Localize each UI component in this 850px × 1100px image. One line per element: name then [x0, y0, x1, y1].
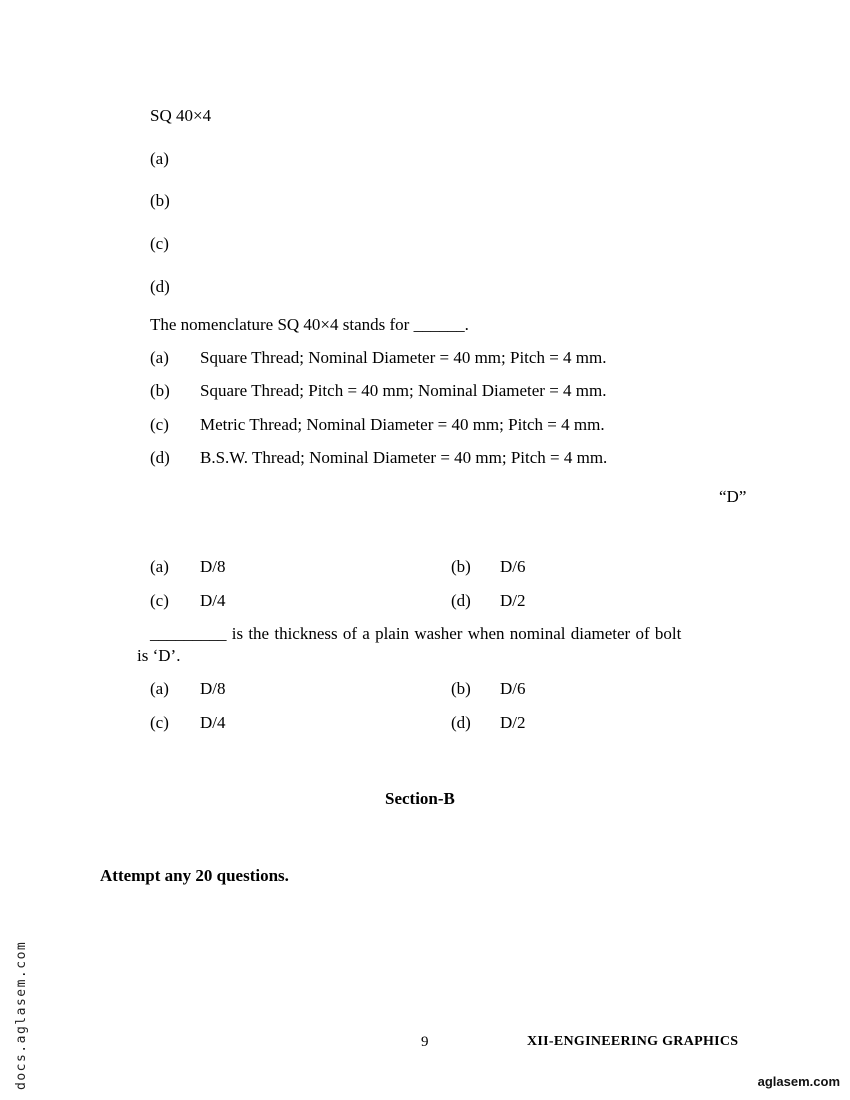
q4-stem-line2: is ‘D’. [137, 646, 181, 665]
q2-option-a-text: Square Thread; Nominal Diameter = 40 mm; Pitch = 4 mm. [200, 348, 607, 367]
q4-option-b-text: D/6 [500, 679, 526, 698]
q2-option-d-label: (d) [150, 448, 170, 467]
q1-option-b: (b) [150, 191, 170, 210]
q1-label: SQ 40×4 [150, 106, 212, 125]
section-instruction: Attempt any 20 questions. [100, 866, 289, 885]
q1-option-d: (d) [150, 277, 170, 296]
q4-option-d-label: (d) [451, 713, 471, 732]
q2-option-d-text: B.S.W. Thread; Nominal Diameter = 40 mm; Pitch = 4 mm. [200, 448, 608, 467]
q3-option-b-text: D/6 [500, 557, 526, 576]
q3-option-d-label: (d) [451, 591, 471, 610]
q3-option-d-text: D/2 [500, 591, 526, 610]
q2-option-a-label: (a) [150, 348, 169, 367]
side-watermark: docs.aglasem.com [14, 940, 29, 1090]
q2-stem: The nomenclature SQ 40×4 stands for ______. [150, 315, 469, 334]
q3-option-a-label: (a) [150, 557, 169, 576]
section-heading: Section-B [385, 789, 455, 808]
q4-option-d-text: D/2 [500, 713, 526, 732]
q4-option-c-label: (c) [150, 713, 169, 732]
q2-option-c-text: Metric Thread; Nominal Diameter = 40 mm; Pitch = 4 mm. [200, 415, 605, 434]
q4-option-a-label: (a) [150, 679, 169, 698]
q2-option-b-label: (b) [150, 381, 170, 400]
q3-option-b-label: (b) [451, 557, 471, 576]
q4-option-a-text: D/8 [200, 679, 226, 698]
page-number: 9 [421, 1034, 429, 1050]
q4-option-b-label: (b) [451, 679, 471, 698]
q4-stem-line1: _________ is the thickness of a plain washer when nominal diameter of bolt [150, 624, 682, 643]
footer-title: XII-ENGINEERING GRAPHICS [527, 1034, 739, 1049]
q2-option-c-label: (c) [150, 415, 169, 434]
q3-option-c-label: (c) [150, 591, 169, 610]
q4-option-c-text: D/4 [200, 713, 226, 732]
q3-option-c-text: D/4 [200, 591, 226, 610]
q1-option-a: (a) [150, 149, 169, 168]
q3-option-a-text: D/8 [200, 557, 226, 576]
q2-option-b-text: Square Thread; Pitch = 40 mm; Nominal Diameter = 4 mm. [200, 381, 607, 400]
brand-watermark: aglasem.com [757, 1074, 840, 1089]
q1-option-c: (c) [150, 234, 169, 253]
q3-fragment: “D” [719, 487, 747, 506]
